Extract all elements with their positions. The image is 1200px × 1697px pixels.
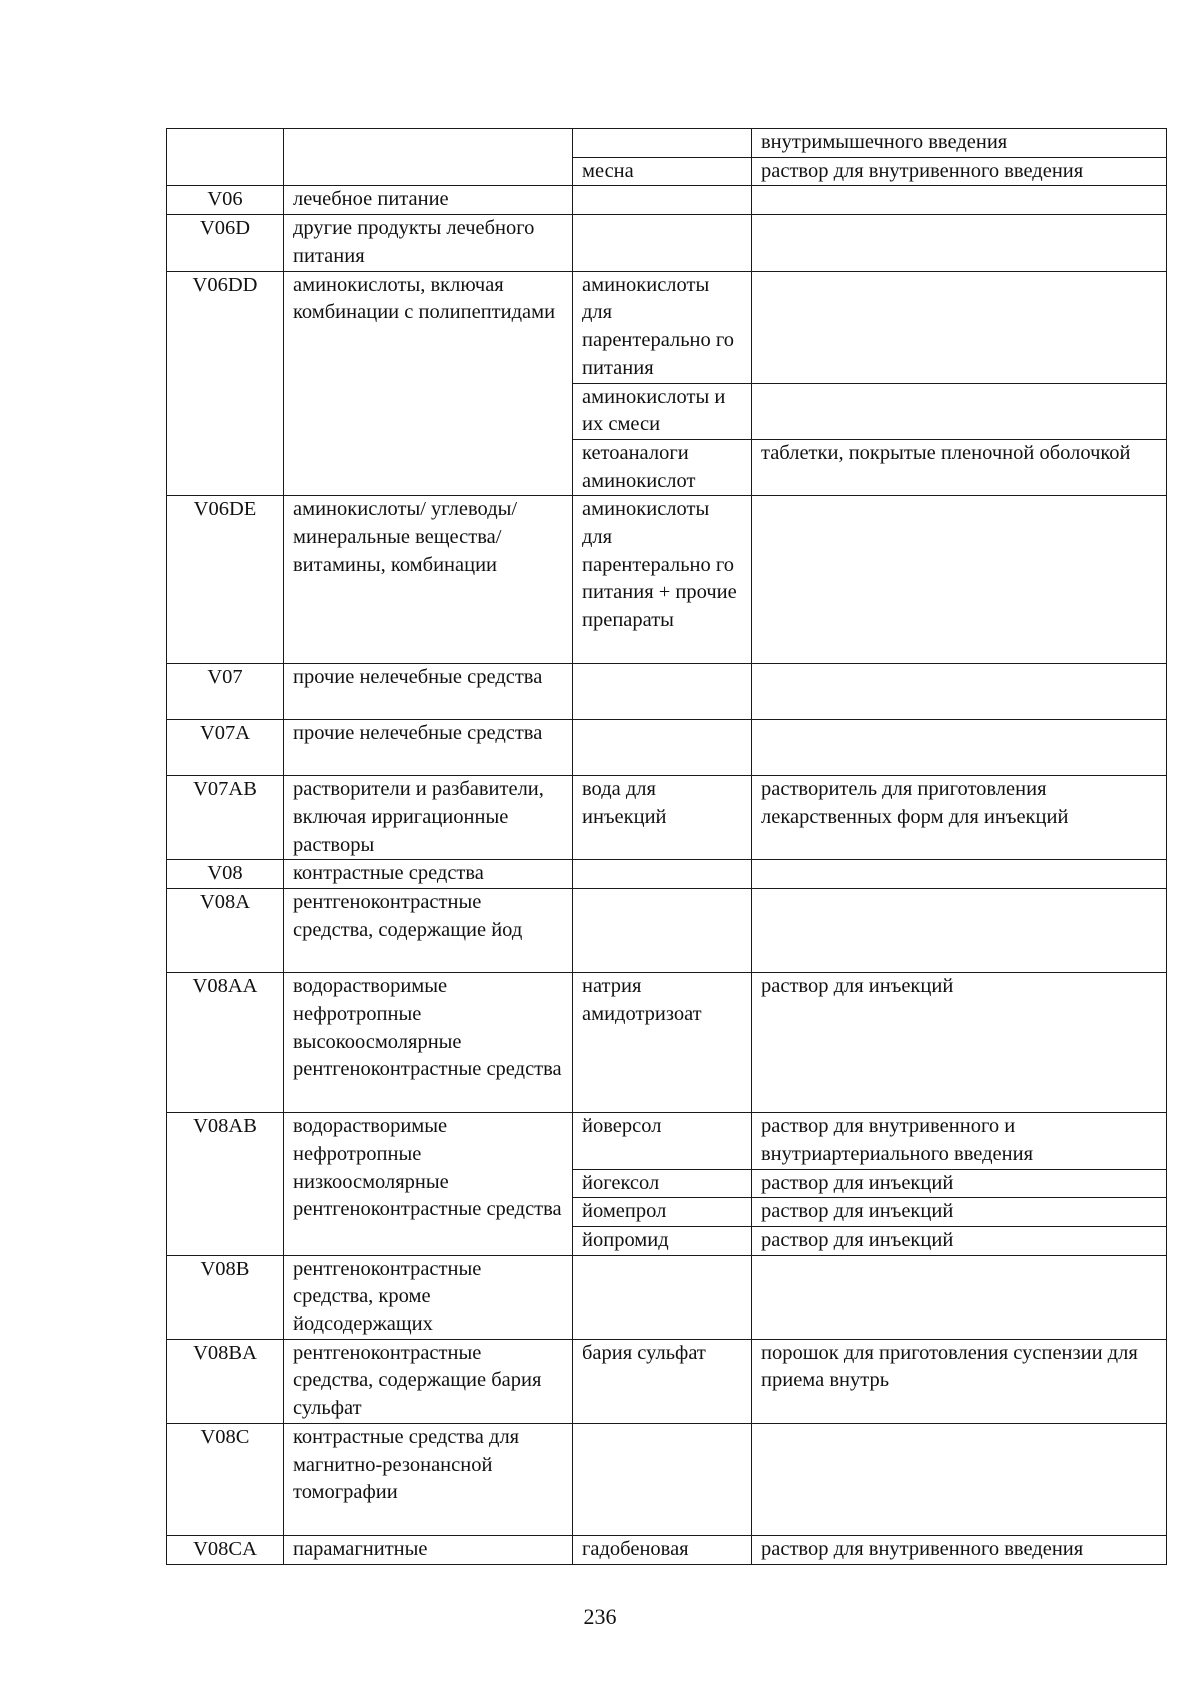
atc-code-cell: V08A (167, 889, 284, 973)
dosage-form-cell (752, 1255, 1167, 1339)
group-name-cell: парамагнитные (284, 1535, 573, 1564)
atc-code-cell: V07 (167, 664, 284, 720)
drug-name-cell: гадобеновая (573, 1535, 752, 1564)
group-name-cell: рентгеноконтрастные средства, содержащие бария сульфат (284, 1339, 573, 1423)
table-row (167, 186, 1167, 215)
drug-name-cell: месна (573, 157, 752, 186)
dosage-form-cell (752, 271, 1167, 383)
atc-code-cell: V06DD (167, 271, 284, 496)
table-row (167, 776, 1167, 860)
group-name-cell: контрастные средства для магнитно-резонансной томографии (284, 1423, 573, 1535)
drug-name-cell (573, 215, 752, 271)
drug-name-cell (573, 720, 752, 776)
page-number: 236 (583, 1604, 617, 1629)
table-row (167, 1535, 1167, 1564)
table-row (167, 215, 1167, 271)
drug-name-cell: аминокислоты для парентерально го питания (573, 271, 752, 383)
table-row (167, 860, 1167, 889)
drug-name-cell (573, 889, 752, 973)
dosage-form-cell: таблетки, покрытые пленочной оболочкой (752, 439, 1167, 495)
drug-name-cell: вода для инъекций (573, 776, 752, 860)
group-name-cell: рентгеноконтрастные средства, кроме йодсодержащих (284, 1255, 573, 1339)
dosage-form-cell (752, 1423, 1167, 1535)
group-name-cell: аминокислоты, включая комбинации с полипептидами (284, 271, 573, 496)
table-row (167, 271, 1167, 383)
drug-name-cell (573, 1255, 752, 1339)
dosage-form-cell (752, 496, 1167, 664)
dosage-form-cell (752, 186, 1167, 215)
dosage-form-cell (752, 860, 1167, 889)
dosage-form-cell (752, 720, 1167, 776)
drug-name-cell: йопромид (573, 1226, 752, 1255)
atc-code-cell: V07A (167, 720, 284, 776)
drug-name-cell: натрия амидотризоат (573, 973, 752, 1113)
atc-code-cell: V08AB (167, 1113, 284, 1256)
table-row (167, 1423, 1167, 1535)
group-name-cell: прочие нелечебные средства (284, 720, 573, 776)
group-name-cell: аминокислоты/ углеводы/минеральные вещества/витамины, комбинации (284, 496, 573, 664)
drug-name-cell (573, 1423, 752, 1535)
group-name-cell: прочие нелечебные средства (284, 664, 573, 720)
atc-code-cell: V06DE (167, 496, 284, 664)
group-name-cell: водорастворимые нефротропные низкоосмолярные рентгеноконтрастные средства (284, 1113, 573, 1256)
atc-code-cell: V06D (167, 215, 284, 271)
drug-classification-table (166, 128, 1167, 1565)
atc-code-cell: V08B (167, 1255, 284, 1339)
dosage-form-cell: раствор для внутривенного и внутриартериального введения (752, 1113, 1167, 1169)
drug-name-cell: йомепрол (573, 1198, 752, 1227)
atc-code-cell: V06 (167, 186, 284, 215)
atc-code-cell: V08C (167, 1423, 284, 1535)
drug-name-cell: аминокислоты для парентерально го питания + прочие препараты (573, 496, 752, 664)
drug-name-cell (573, 186, 752, 215)
table-row (167, 1339, 1167, 1423)
group-name-cell: лечебное питание (284, 186, 573, 215)
drug-name-cell: бария сульфат (573, 1339, 752, 1423)
dosage-form-cell (752, 383, 1167, 439)
table-row (167, 664, 1167, 720)
dosage-form-cell: раствор для внутривенного введения (752, 157, 1167, 186)
dosage-form-cell (752, 215, 1167, 271)
dosage-form-cell: внутримышечного введения (752, 129, 1167, 158)
table-row (167, 496, 1167, 664)
table-row (167, 973, 1167, 1113)
drug-name-cell: аминокислоты и их смеси (573, 383, 752, 439)
table-row (167, 720, 1167, 776)
atc-code-cell (167, 129, 284, 186)
drug-name-cell: йоверсол (573, 1113, 752, 1169)
dosage-form-cell: раствор для инъекций (752, 1169, 1167, 1198)
dosage-form-cell: раствор для инъекций (752, 973, 1167, 1113)
dosage-form-cell: порошок для приготовления суспензии для приема внутрь (752, 1339, 1167, 1423)
atc-code-cell: V08CA (167, 1535, 284, 1564)
drug-name-cell: йогексол (573, 1169, 752, 1198)
group-name-cell: водорастворимые нефротропные высокоосмолярные рентгеноконтрастные средства (284, 973, 573, 1113)
dosage-form-cell (752, 889, 1167, 973)
dosage-form-cell: растворитель для приготовления лекарственных форм для инъекций (752, 776, 1167, 860)
dosage-form-cell: раствор для инъекций (752, 1198, 1167, 1227)
group-name-cell (284, 129, 573, 186)
atc-code-cell: V07AB (167, 776, 284, 860)
group-name-cell: растворители и разбавители, включая ирригационные растворы (284, 776, 573, 860)
table-row (167, 889, 1167, 973)
drug-name-cell (573, 664, 752, 720)
atc-code-cell: V08AA (167, 973, 284, 1113)
drug-name-cell: кетоаналоги аминокислот (573, 439, 752, 495)
drug-name-cell (573, 860, 752, 889)
drug-name-cell (573, 129, 752, 158)
atc-code-cell: V08BA (167, 1339, 284, 1423)
dosage-form-cell (752, 664, 1167, 720)
table-row (167, 1113, 1167, 1169)
table-row (167, 1255, 1167, 1339)
atc-code-cell: V08 (167, 860, 284, 889)
group-name-cell: рентгеноконтрастные средства, содержащие йод (284, 889, 573, 973)
dosage-form-cell: раствор для внутривенного введения (752, 1535, 1167, 1564)
dosage-form-cell: раствор для инъекций (752, 1226, 1167, 1255)
table-row (167, 129, 1167, 158)
group-name-cell: контрастные средства (284, 860, 573, 889)
group-name-cell: другие продукты лечебного питания (284, 215, 573, 271)
